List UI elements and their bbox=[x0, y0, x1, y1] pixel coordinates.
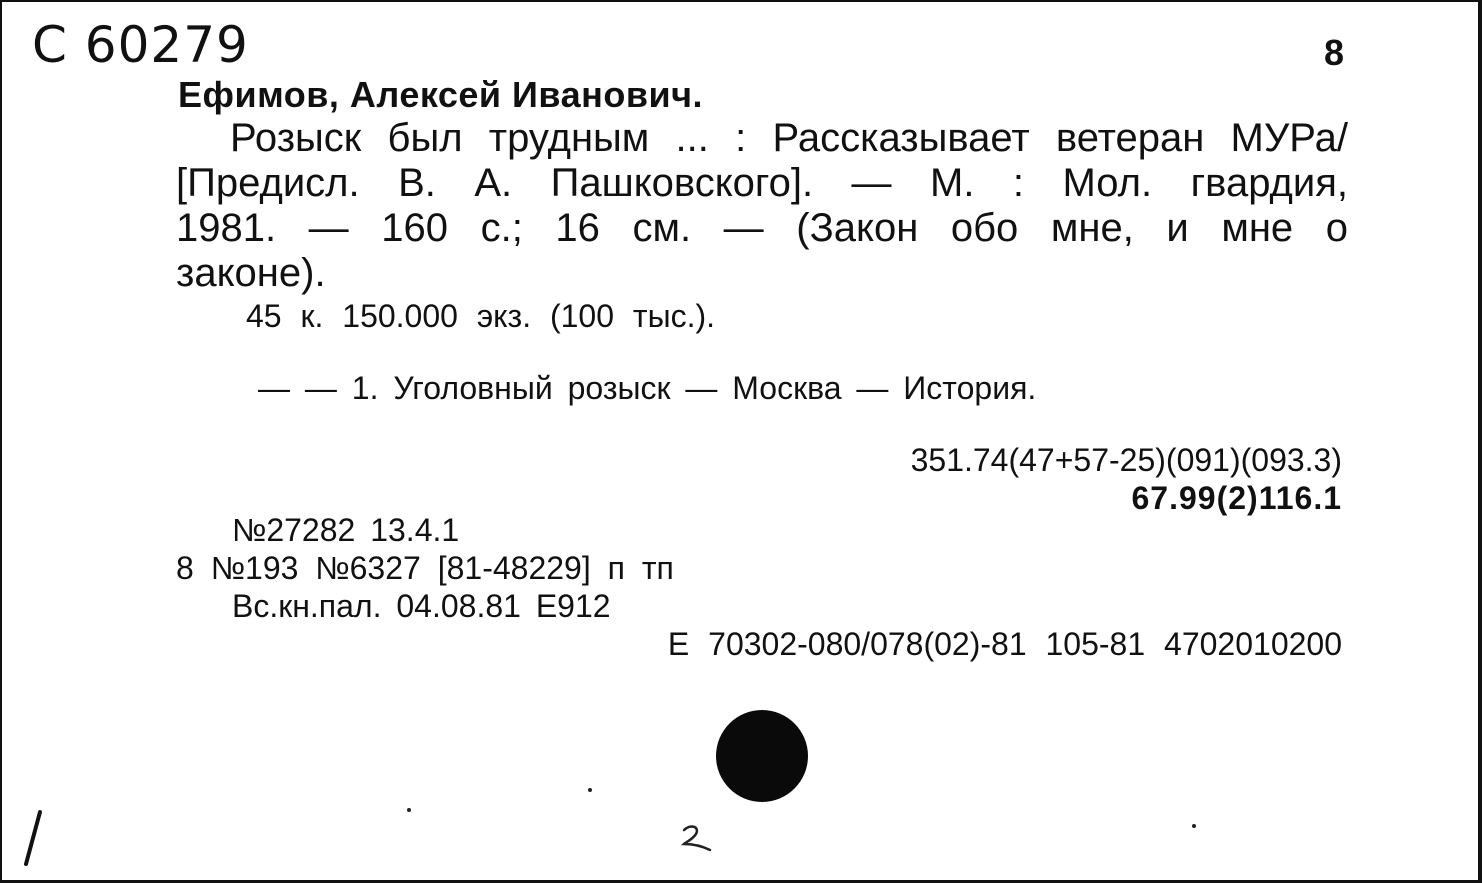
speck-mark bbox=[588, 788, 592, 792]
order-numbers: 8 №193 №6327 [81-48229] п тп bbox=[176, 550, 674, 586]
handwritten-mark bbox=[678, 820, 718, 856]
registration-number: №27282 13.4.1 bbox=[232, 512, 460, 548]
author-heading: Ефимов, Алексей Иванович. bbox=[178, 74, 704, 115]
pencil-slash-mark bbox=[12, 808, 52, 868]
book-chamber-line: Вс.кн.пал. 04.08.81 Е912 bbox=[232, 588, 611, 624]
description-line: Розыск был трудным ... : Рассказывает ветеран МУРа/ bbox=[230, 116, 1348, 160]
publisher-index-code: Е 70302-080/078(02)-81 105-81 4702010200 bbox=[667, 626, 1342, 662]
subject-heading: — — 1. Уголовный розыск — Москва — История. bbox=[258, 370, 1037, 406]
udc-classification: 351.74(47+57-25)(091)(093.3) bbox=[910, 442, 1342, 478]
description-line: законе). bbox=[176, 251, 326, 295]
speck-mark bbox=[407, 808, 411, 812]
shelfmark: С 60279 bbox=[32, 16, 249, 74]
speck-mark bbox=[1192, 824, 1196, 828]
punch-hole bbox=[716, 710, 808, 802]
description-line: 1981. — 160 с.; 16 см. — (Закон обо мне, и мне о bbox=[176, 206, 1348, 250]
description-line: [Предисл. В. А. Пашковского]. — М. : Мол. гвардия, bbox=[176, 161, 1348, 205]
bibliographic-description bbox=[176, 116, 1348, 296]
price-and-print-run: 45 к. 150.000 экз. (100 тыс.). bbox=[246, 298, 715, 334]
card-number: 8 bbox=[1324, 32, 1345, 73]
bbk-classification: 67.99(2)116.1 bbox=[1131, 480, 1342, 516]
